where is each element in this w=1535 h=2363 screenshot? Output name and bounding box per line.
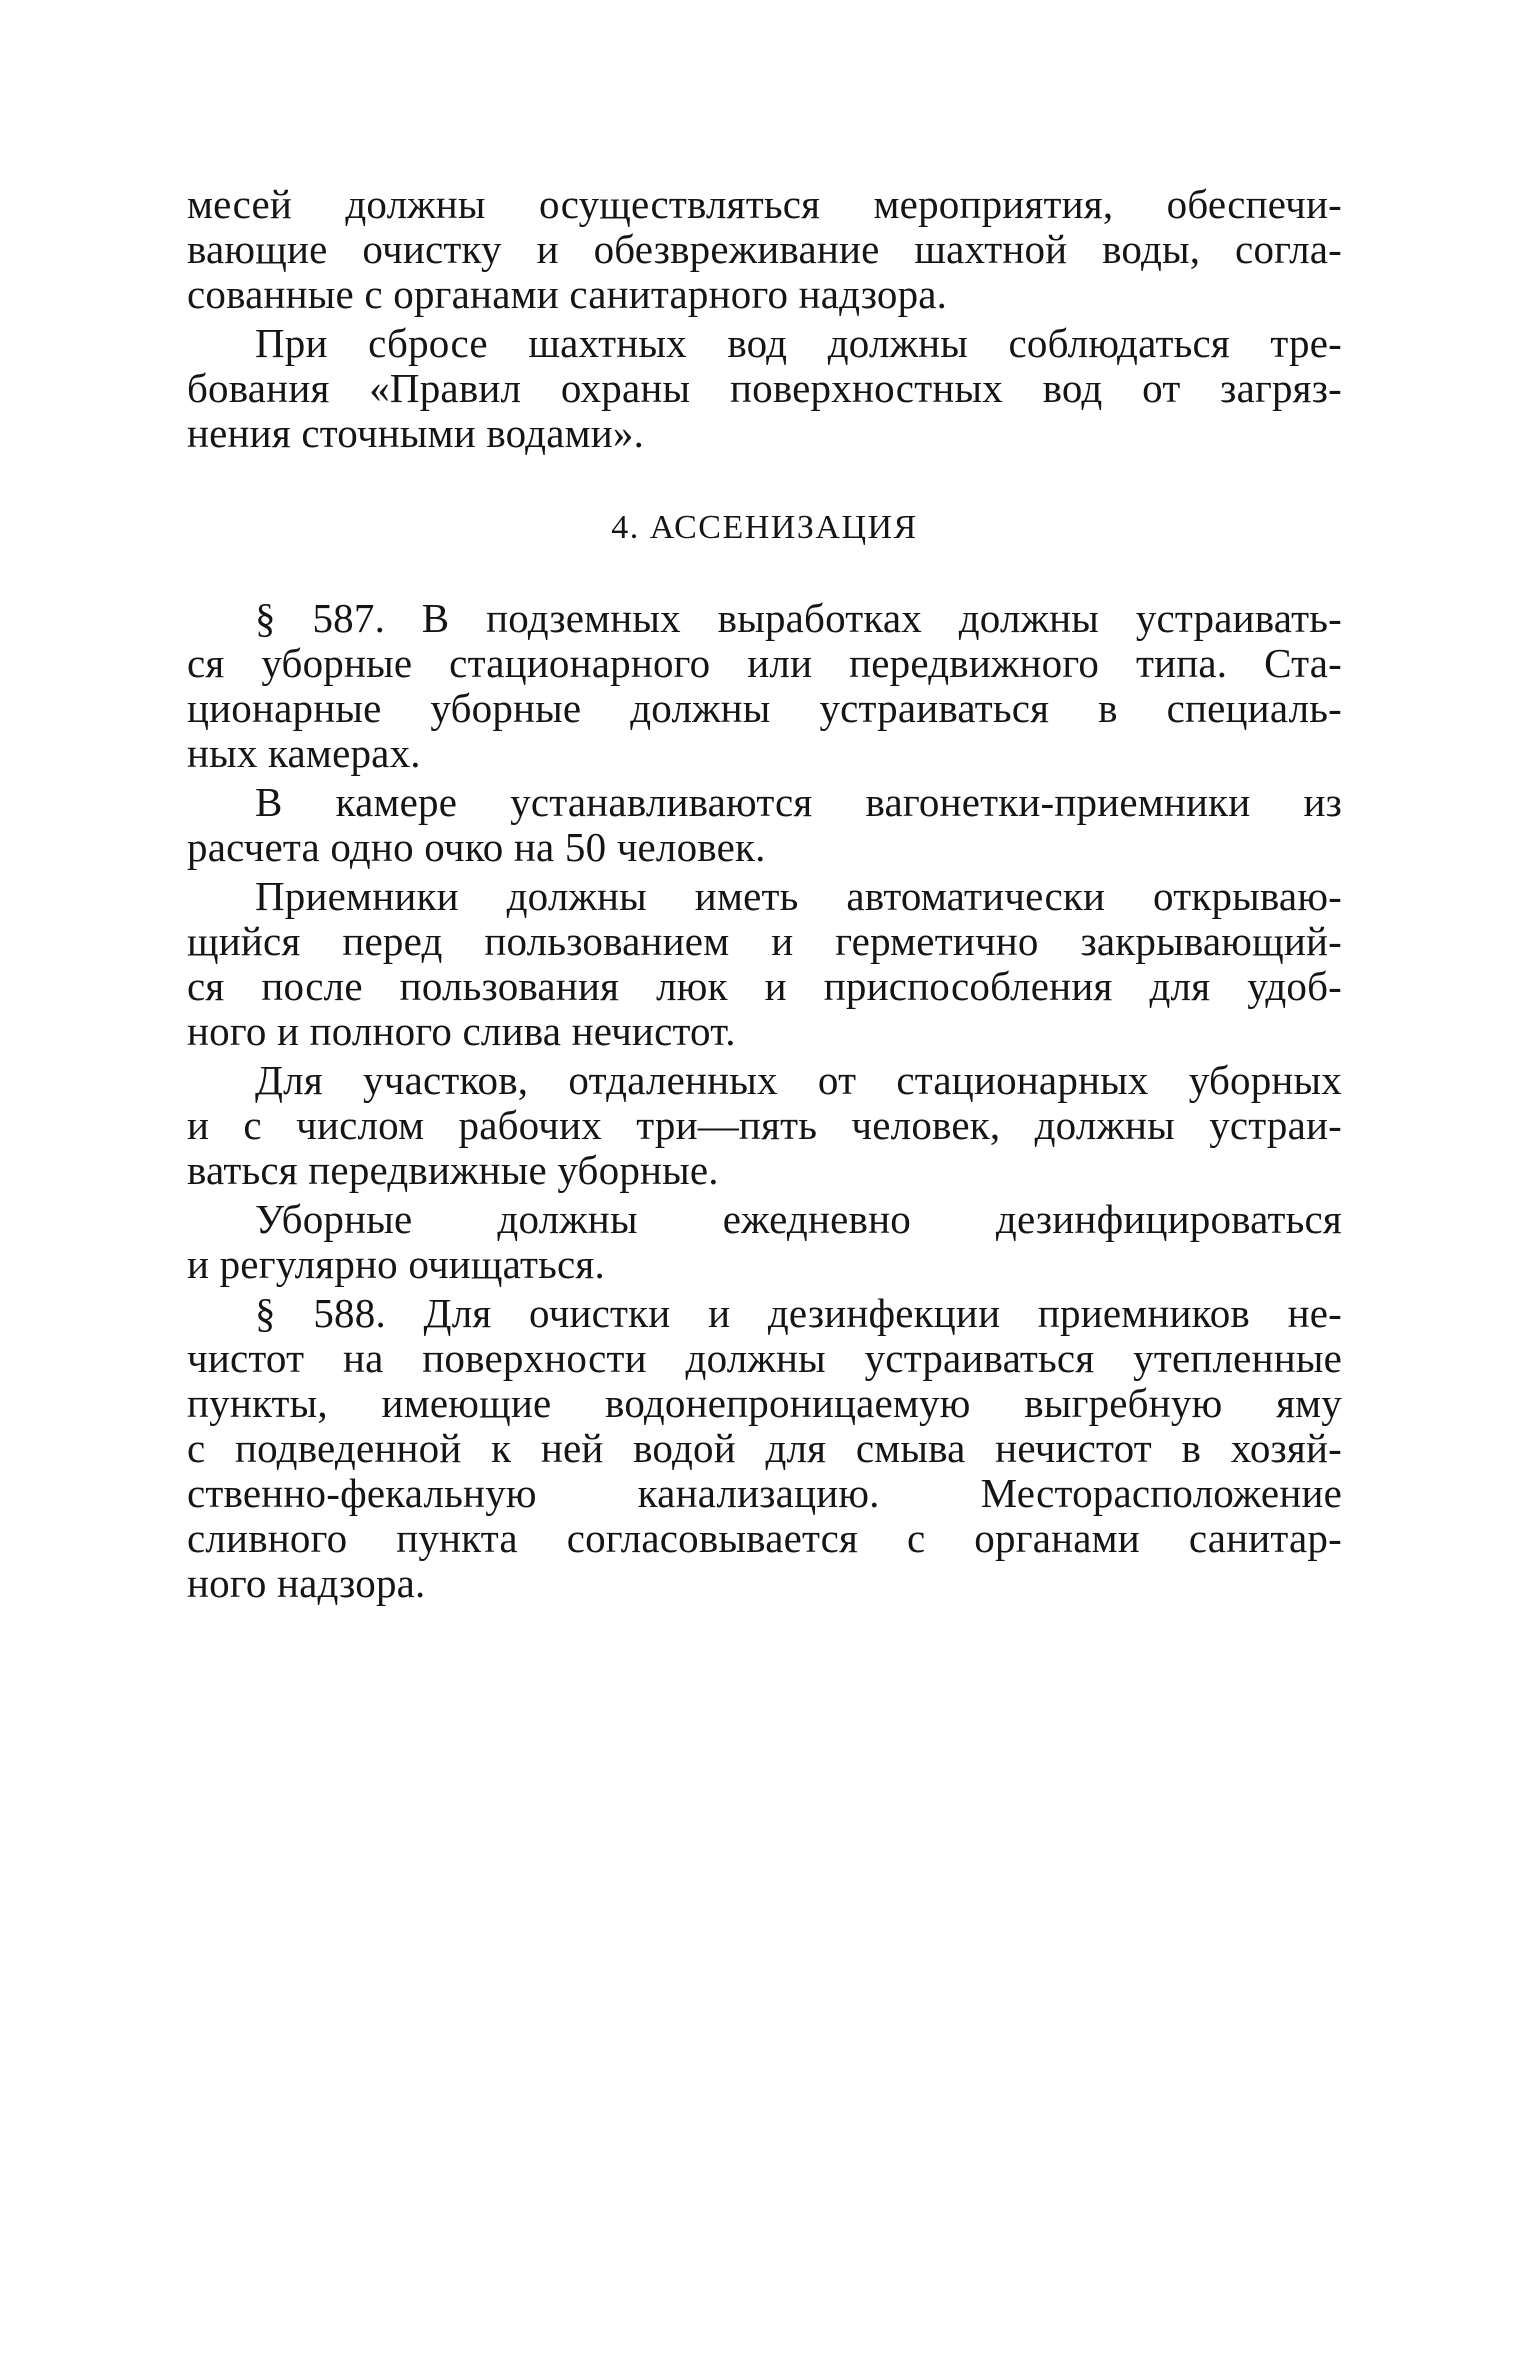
paragraph-receivers	[187, 874, 1342, 1054]
paragraph-discharge	[187, 321, 1342, 456]
paragraph-continuation	[187, 182, 1342, 317]
text-line: бования «Правил охраны поверхностных вод от загряз-	[187, 365, 1342, 411]
paragraph-remote-sites	[187, 1058, 1342, 1193]
text-line: и регулярно очищаться.	[187, 1241, 605, 1287]
text-line: § 588. Для очистки и дезинфекции приемников не-	[255, 1290, 1342, 1336]
section-heading: 4. АССЕНИЗАЦИЯ	[611, 509, 918, 546]
paragraph-587	[187, 596, 1342, 776]
text-line: нения сточными водами».	[187, 410, 645, 456]
text-line: расчета одно очко на 50 человек.	[187, 824, 766, 870]
text-line: Уборные должны ежедневно дезинфицироваться	[255, 1196, 1342, 1242]
text-line: При сбросе шахтных вод должны соблюдаться тре-	[255, 320, 1342, 366]
text-line: ного надзора.	[187, 1560, 426, 1606]
text-line: чистот на поверхности должны устраиваться утепленные	[187, 1335, 1342, 1381]
text-line: сованные с органами санитарного надзора.	[187, 271, 948, 317]
text-line: ся после пользования люк и приспособления для удоб-	[187, 963, 1342, 1009]
text-line: ного и полного слива нечистот.	[187, 1008, 736, 1054]
text-line: месей должны осуществляться мероприятия, обеспечи-	[187, 181, 1342, 227]
paragraph-chamber	[187, 780, 1342, 870]
text-line: Для участков, отдаленных от стационарных уборных	[255, 1057, 1342, 1103]
text-line: ваться передвижные уборные.	[187, 1147, 719, 1193]
text-line: § 587. В подземных выработках должны устраивать-	[255, 595, 1342, 641]
text-line: пункты, имеющие водонепроницаемую выгребную яму	[187, 1380, 1342, 1426]
text-line: ственно-фекальную канализацию. Месторасположение	[187, 1470, 1342, 1516]
text-line: вающие очистку и обезвреживание шахтной воды, согла-	[187, 226, 1342, 272]
paragraph-disinfection	[187, 1197, 1342, 1287]
text-line: сливного пункта согласовывается с органами санитар-	[187, 1515, 1342, 1561]
text-line: Приемники должны иметь автоматически открываю-	[255, 873, 1342, 919]
text-line: В камере устанавливаются вагонетки-приемники из	[255, 779, 1342, 825]
text-line: щийся перед пользованием и герметично закрывающий-	[187, 918, 1342, 964]
text-line: ционарные уборные должны устраиваться в специаль-	[187, 685, 1342, 731]
text-line: ных камерах.	[187, 730, 421, 776]
document-page	[187, 182, 1342, 1606]
text-line: ся уборные стационарного или передвижного типа. Ста-	[187, 640, 1342, 686]
text-line: и с числом рабочих три—пять человек, должны устраи-	[187, 1102, 1342, 1148]
text-line: с подведенной к ней водой для смыва нечистот в хозяй-	[187, 1425, 1342, 1471]
paragraph-588	[187, 1291, 1342, 1606]
